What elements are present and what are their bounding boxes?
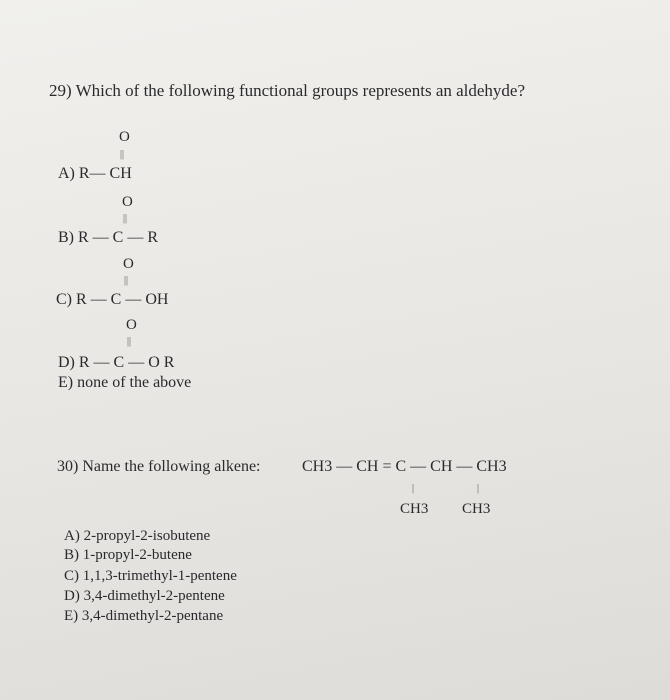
question-30-option-c: C) 1,1,3-trimethyl-1-pentene: [64, 568, 237, 584]
question-30-option-d: D) 3,4-dimethyl-2-pentene: [64, 588, 225, 604]
option-a-oxygen: O: [119, 129, 130, 145]
alkene-formula: CH3 — CH = C — CH — CH3: [302, 458, 507, 475]
alkene-substituent-2: CH3: [462, 501, 491, 517]
option-d-label: D) R — C — O R: [58, 354, 175, 371]
option-a-label: A) R— CH: [58, 165, 132, 182]
substituent-1-bond: |: [412, 483, 415, 494]
bleed-through-text: [320, 574, 323, 589]
option-b-double-bond: ||: [123, 213, 128, 224]
option-c-label: C) R — C — OH: [56, 291, 169, 308]
option-b-label: B) R — C — R: [58, 229, 159, 246]
option-a-double-bond: ||: [120, 149, 125, 160]
option-b-oxygen: O: [122, 194, 133, 210]
bleed-through-text: [300, 168, 303, 183]
question-30-option-e: E) 3,4-dimethyl-2-pentane: [64, 608, 224, 624]
question-30-option-b: B) 1-propyl-2-butene: [64, 547, 192, 563]
alkene-substituent-1: CH3: [400, 501, 429, 517]
substituent-2-bond: |: [477, 483, 480, 494]
option-d-oxygen: O: [126, 317, 137, 333]
question-29-text: 29) Which of the following functional groups represents an aldehyde?: [49, 81, 526, 100]
question-30-text: 30) Name the following alkene:: [57, 458, 261, 475]
option-d-double-bond: ||: [127, 336, 132, 347]
question-30-option-a: A) 2-propyl-2-isobutene: [64, 528, 211, 544]
option-e-label: E) none of the above: [58, 374, 192, 391]
option-c-double-bond: ||: [124, 275, 129, 286]
option-c-oxygen: O: [123, 256, 134, 272]
